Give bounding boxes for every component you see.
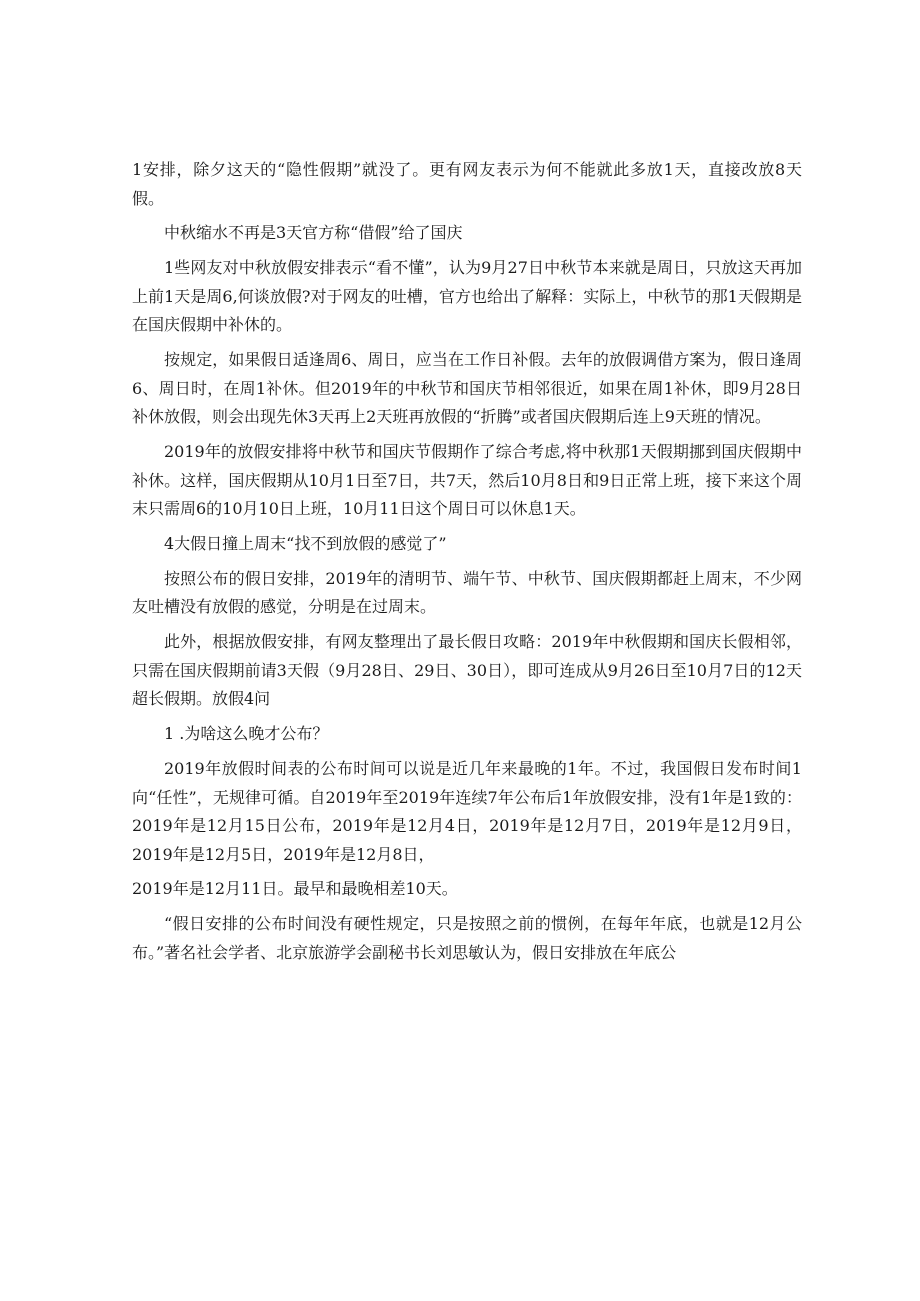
paragraph: 2019年放假时间表的公布时间可以说是近几年来最晚的1年。不过，我国假日发布时间1向“任性”，无规律可循。自2019年至2019年连续7年公布后1年放假安排，没有1年是1致的：2019年是12月15日公布，2019年是12月4日，2019年是12月7日，2019年是12月9日，2019年是12月5日，2019年是12月8日， — [132, 759, 802, 864]
question-heading: 1 .为啥这么晚才公布？ — [164, 724, 329, 744]
paragraph: 2019年是12月11日。最早和最晚相差10天。 — [132, 879, 458, 899]
subheading-mid-autumn: 中秋缩水不再是3天官方称“借假”给了国庆 — [164, 223, 463, 243]
document-body — [132, 156, 802, 974]
paragraph: 按照公布的假日安排，2019年的清明节、端午节、中秋节、国庆假期都赶上周末，不少网友吐槽没有放假的感觉，分明是在过周末。 — [132, 568, 802, 617]
paragraph: “假日安排的公布时间没有硬性规定，只是按照之前的惯例，在每年年底，也就是12月公布。”著名社会学者、北京旅游学会副秘书长刘思敏认为，假日安排放在年底公 — [132, 914, 802, 962]
paragraph-continuation: 1安排，除夕这天的“隐性假期”就没了。更有网友表示为何不能就此多放1天，直接改放8天假。 — [132, 160, 802, 208]
paragraph: 2019年的放假安排将中秋节和国庆节假期作了综合考虑,将中秋那1天假期挪到国庆假期中补休。这样，国庆假期从10月1日至7日，共7天，然后10月8日和9日正常上班，接下来这个周末只需周6的10月10日上班，10月11日这个周日可以休息1天。 — [132, 442, 802, 519]
paragraph: 按规定，如果假日适逢周6、周日，应当在工作日补假。去年的放假调借方案为，假日逢周6、周日时，在周1补休。但2019年的中秋节和国庆节相邻很近，如果在周1补休，即9月28日补休放假，则会出现先休3天再上2天班再放假的“折腾”或者国庆假期后连上9天班的情况。 — [132, 350, 802, 427]
paragraph: 此外，根据放假安排，有网友整理出了最长假日攻略：2019年中秋假期和国庆长假相邻，只需在国庆假期前请3天假（9月28日、29日、30日），即可连成从9月26日至10月7日的12天超长假期。放假4问 — [132, 632, 802, 709]
subheading-weekend: 4大假日撞上周末“找不到放假的感觉了” — [164, 533, 447, 553]
paragraph: 1些网友对中秋放假安排表示“看不懂”，认为9月27日中秋节本来就是周日，只放这天再加上前1天是周6,何谈放假?对于网友的吐槽，官方也给出了解释：实际上，中秋节的那1天假期是在国庆假期中补休的。 — [132, 258, 802, 335]
